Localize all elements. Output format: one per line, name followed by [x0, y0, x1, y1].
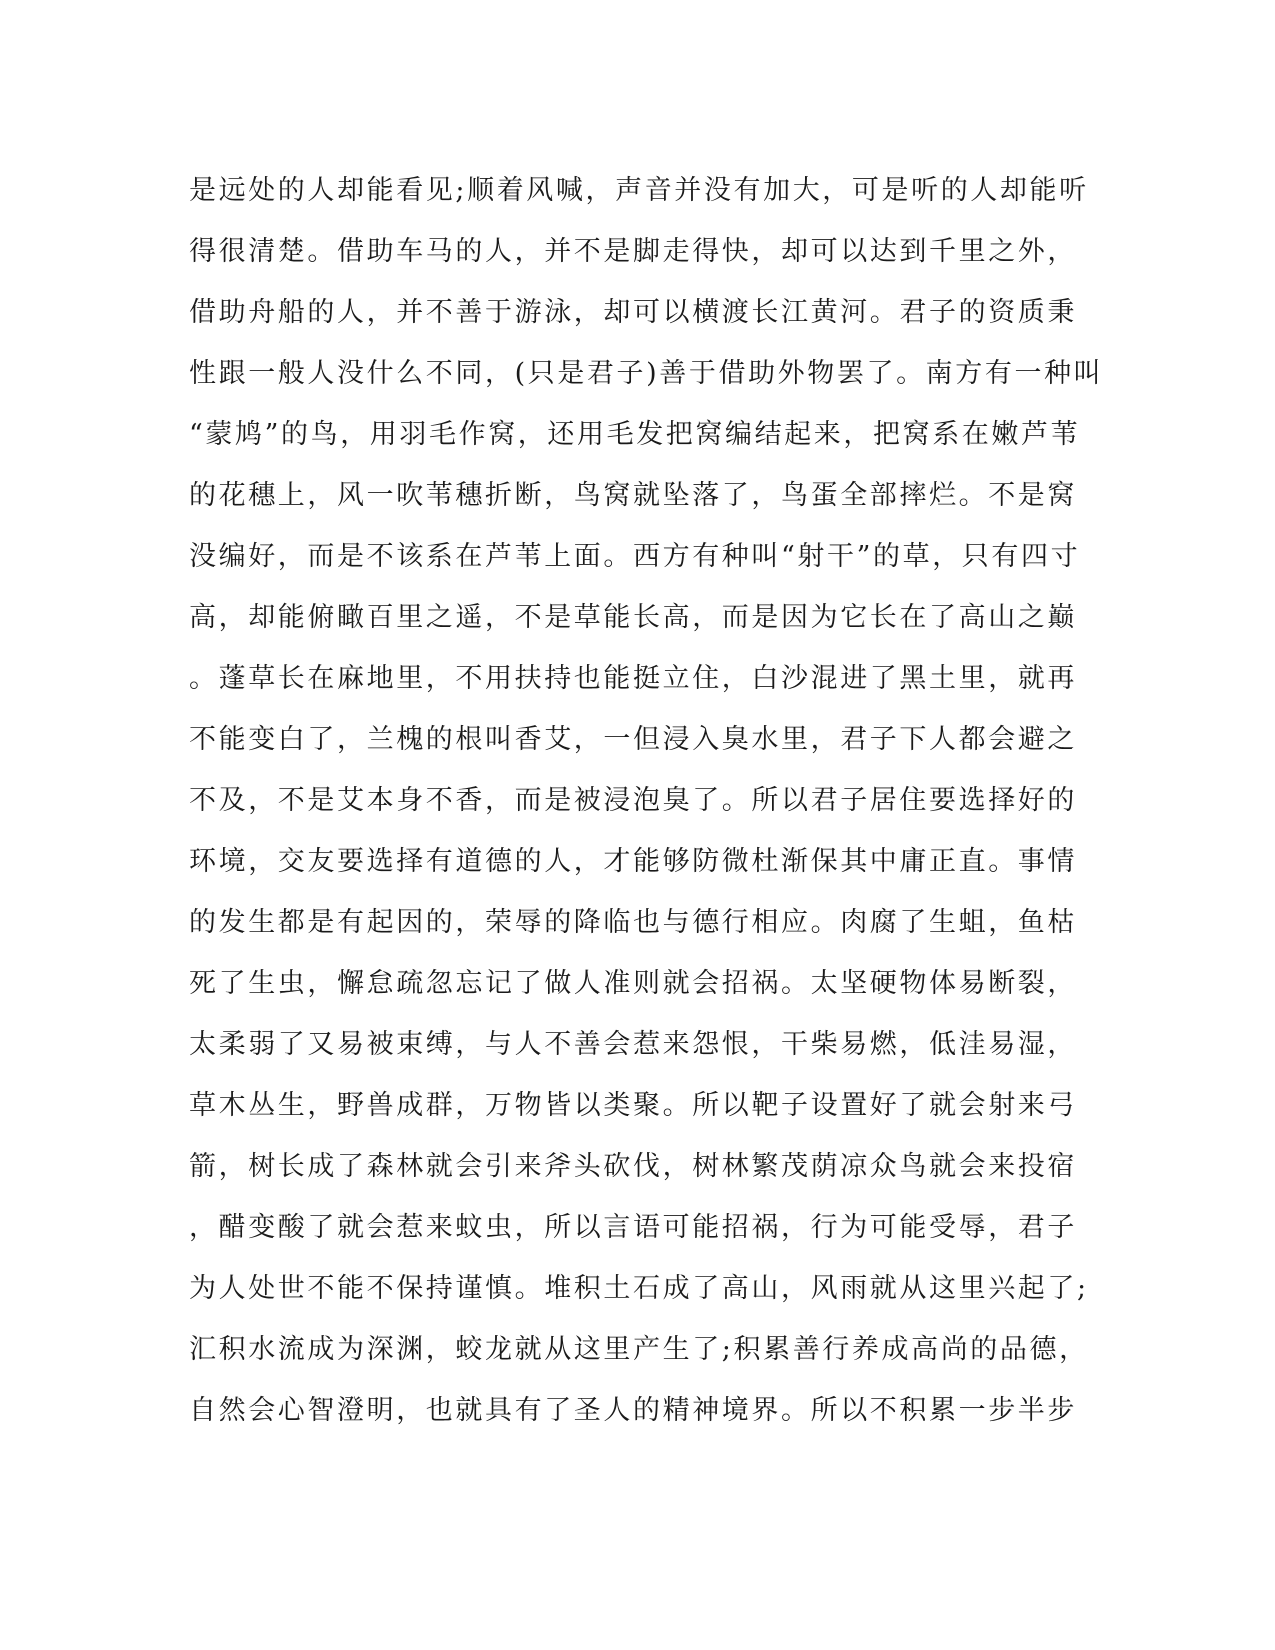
text-line: 草木丛生，野兽成群，万物皆以类聚。所以靶子设置好了就会射来弓: [189, 1090, 1077, 1121]
text-line: 是远处的人却能看见;顺着风喊，声音并没有加大，可是听的人却能听: [189, 175, 1089, 206]
text-line: 借助舟船的人，并不善于游泳，却可以横渡长江黄河。君子的资质秉: [189, 297, 1077, 328]
text-line: 自然会心智澄明，也就具有了圣人的精神境界。所以不积累一步半步: [189, 1395, 1077, 1426]
text-line: 的发生都是有起因的，荣辱的降临也与德行相应。肉腐了生蛆，鱼枯: [189, 907, 1077, 938]
text-line: 性跟一般人没什么不同，(只是君子)善于借助外物罢了。南方有一种叫: [189, 358, 1104, 389]
text-line: 太柔弱了又易被束缚，与人不善会惹来怨恨，干柴易燃，低洼易湿，: [189, 1029, 1077, 1060]
text-line: 环境，交友要选择有道德的人，才能够防微杜渐保其中庸正直。事情: [189, 846, 1077, 877]
text-line: 。蓬草长在麻地里，不用扶持也能挺立住，白沙混进了黑土里，就再: [189, 663, 1077, 694]
text-line: “蒙鸠”的鸟，用羽毛作窝，还用毛发把窝编结起来，把窝系在嫩芦苇: [189, 419, 1081, 450]
text-line: 不及，不是艾本身不香，而是被浸泡臭了。所以君子居住要选择好的: [189, 785, 1077, 816]
text-line: 为人处世不能不保持谨慎。堆积土石成了高山，风雨就从这里兴起了;: [189, 1273, 1089, 1304]
text-line: 箭，树长成了森林就会引来斧头砍伐，树林繁茂荫凉众鸟就会来投宿: [189, 1151, 1077, 1182]
text-line: 高，却能俯瞰百里之遥，不是草能长高，而是因为它长在了高山之巅: [189, 602, 1077, 633]
text-line: 死了生虫，懈怠疏忽忘记了做人准则就会招祸。太坚硬物体易断裂，: [189, 968, 1077, 999]
text-line: 汇积水流成为深渊，蛟龙就从这里产生了;积累善行养成高尚的品德，: [189, 1334, 1089, 1365]
text-line: ，醋变酸了就会惹来蚊虫，所以言语可能招祸，行为可能受辱，君子: [189, 1212, 1077, 1243]
text-line: 没编好，而是不该系在芦苇上面。西方有种叫“射干”的草，只有四寸: [189, 541, 1081, 572]
body-text: [189, 160, 1104, 1441]
text-line: 得很清楚。借助车马的人，并不是脚走得快，却可以达到千里之外，: [189, 236, 1077, 267]
text-line: 不能变白了，兰槐的根叫香艾，一但浸入臭水里，君子下人都会避之: [189, 724, 1077, 755]
text-line: 的花穗上，风一吹苇穗折断，鸟窝就坠落了，鸟蛋全部摔烂。不是窝: [189, 480, 1077, 511]
